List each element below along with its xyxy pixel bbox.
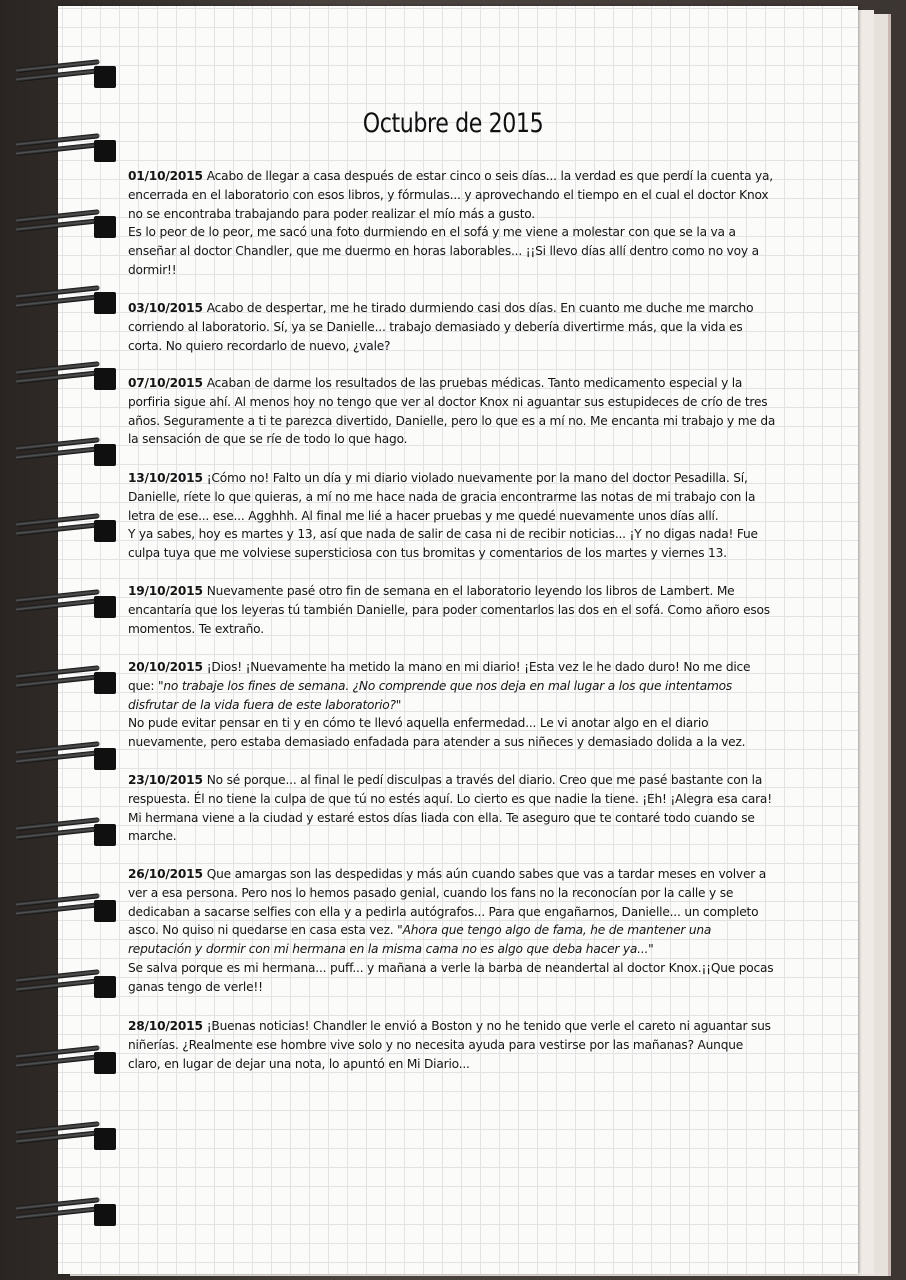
spiral-ring xyxy=(16,440,104,470)
entry-text: Acabo de despertar, me he tirado durmiendo casi dos días. En cuanto me duche me marcho corriendo al laboratorio. Sí, ya se Danielle... trabajo demasiado y debería divertirme más, que la vida es corta. No quiero recordarlo de nuevo, ¿vale? xyxy=(128,301,754,353)
entry-date: 07/10/2015 xyxy=(128,376,203,390)
entry-quote: "no trabaje los fines de semana. ¿No comprende que nos deja en mal lugar a los que intentamos disfrutar de la vida fuera de este laboratorio?" xyxy=(128,678,733,712)
spiral-ring xyxy=(16,592,104,622)
entry-date: 01/10/2015 xyxy=(128,169,203,183)
spiral-ring xyxy=(16,1200,104,1230)
entry-quote: "Ahora que tengo algo de fama, he de mantener una reputación y dormir con mi hermana en la misma cama no es algo que deba hacer ya..." xyxy=(128,923,712,957)
entry-paragraph xyxy=(128,771,778,846)
entry-paragraph xyxy=(128,1017,778,1073)
diary-entry xyxy=(128,771,778,846)
entry-date: 26/10/2015 xyxy=(128,867,203,881)
entry-paragraph: Y ya sabes, hoy es martes y 13, así que nada de salir de casa ni de recibir noticias... ¡Y no digas nada! Fue culpa tuya que me volviese supersticiosa con tus bromitas y comentarios de los martes y viernes 13. xyxy=(128,527,758,561)
entry-text: Que amargas son las despedidas y más aún cuando sabes que vas a tardar meses en volver a ver a esa persona. Pero nos lo hemos pasado genial, cuando los fans no la reconocían por la calle y se dedicaban a sacarse selfies con ella y a pedirla autógrafos... Para que engañarnos, Danielle... un completo asco. No quiso ni quedarse en casa esta vez. xyxy=(128,867,766,938)
spiral-ring xyxy=(16,288,104,318)
entry-date: 13/10/2015 xyxy=(128,471,203,485)
entry-text: ¡Buenas noticias! Chandler le envió a Boston y no he tenido que verle el careto ni aguantar sus niñerías. ¿Realmente ese hombre vive solo y no necesita ayuda para vestirse por las mañanas? Aunque claro, en lugar de dejar una nota, lo apuntó en Mi Diario... xyxy=(128,1019,771,1071)
spiral-binding xyxy=(0,0,110,1280)
spiral-ring xyxy=(16,972,104,1002)
spiral-ring xyxy=(16,136,104,166)
entry-text: Nuevamente pasé otro fin de semana en el laboratorio leyendo los libros de Lambert. Me encantaría que los leyeras tú también Danielle, para poder comentarlos las dos en el sofá. Como añoro esos momentos. Te extraño. xyxy=(128,584,770,636)
spiral-ring xyxy=(16,364,104,394)
entry-paragraph xyxy=(128,865,778,959)
entry-date: 19/10/2015 xyxy=(128,584,203,598)
diary-entry xyxy=(128,582,778,638)
entry-date: 03/10/2015 xyxy=(128,301,203,315)
entry-paragraph xyxy=(128,582,778,638)
diary-entry xyxy=(128,374,778,449)
entry-paragraph xyxy=(128,374,778,449)
spiral-ring xyxy=(16,1048,104,1078)
spiral-ring xyxy=(16,516,104,546)
spiral-ring xyxy=(16,62,104,92)
entry-paragraph xyxy=(128,167,778,223)
spiral-ring xyxy=(16,896,104,926)
entry-paragraph: No pude evitar pensar en ti y en cómo te llevó aquella enfermedad... Le vi anotar algo en el diario nuevamente, pero estaba demasiado enfadada para atender a sus niñeces y demasiado dolida a la vez. xyxy=(128,716,746,750)
spiral-ring xyxy=(16,1124,104,1154)
entry-paragraph xyxy=(128,658,778,714)
diary-entry xyxy=(128,469,778,563)
entry-paragraph xyxy=(128,469,778,525)
spiral-ring xyxy=(16,668,104,698)
diary-entry xyxy=(128,658,778,752)
spiral-ring xyxy=(16,744,104,774)
entry-text: No sé porque... al final le pedí disculpas a través del diario. Creo que me pasé bastante con la respuesta. Él no tiene la culpa de que tú no estés aquí. Lo cierto es que nadie la tiene. ¡Eh! ¡Alegra esa cara! Mi hermana viene a la ciudad y estaré estos días liada con ella. Te aseguro que te contaré todo cuando se marche. xyxy=(128,773,772,844)
entry-date: 28/10/2015 xyxy=(128,1019,203,1033)
entry-date: 23/10/2015 xyxy=(128,773,203,787)
diary-entry xyxy=(128,167,778,280)
entry-text: ¡Cómo no! Falto un día y mi diario violado nuevamente por la mano del doctor Pesadilla. Sí, Danielle, ríete lo que quieras, a mí no me hace nada de gracia encontrarme las notas de mi trabajo con la letra de ese... ese... Agghhh. Al final me lié a hacer pruebas y me quedé nuevamente unos días allí. xyxy=(128,471,756,523)
entry-text: ¡Dios! ¡Nuevamente ha metido la mano en mi diario! ¡Esta vez le he dado duro! No me dice que: xyxy=(128,660,751,693)
entry-text: Acaban de darme los resultados de las pruebas médicas. Tanto medicamento especial y la porfiria sigue ahí. Al menos hoy no tengo que ver al doctor Knox ni aguantar sus estupideces de crío de tres años. Seguramente a ti te parezca divertido, Danielle, pero lo que es a mí no. Me encanta mi trabajo y me da la sensación de que se ríe de todo lo que hago. xyxy=(128,376,776,447)
spiral-ring xyxy=(16,820,104,850)
diary-entry xyxy=(128,865,778,997)
entry-paragraph: Se salva porque es mi hermana... puff... y mañana a verle la barba de neandertal al doctor Knox.¡¡Que pocas ganas tengo de verle!! xyxy=(128,960,774,994)
spiral-ring xyxy=(16,212,104,242)
entry-paragraph xyxy=(128,299,778,355)
entry-text: Acabo de llegar a casa después de estar cinco o seis días... la verdad es que perdí la cuenta ya, encerrada en el laboratorio con esos libros, y fórmulas... y aprovechando el tiempo en el cual el doctor Knox no se encontraba trabajando para poder realizar el mío más a gusto. xyxy=(128,169,773,221)
entry-date: 20/10/2015 xyxy=(128,660,203,674)
page-title: Octubre de 2015 xyxy=(362,108,544,139)
diary-entry xyxy=(128,1017,778,1073)
entry-paragraph: Es lo peor de lo peor, me sacó una foto durmiendo en el sofá y me viene a molestar con que se la va a enseñar al doctor Chandler, que me duermo en horas laborables... ¡¡Si llevo días allí dentro como no voy a dormir!! xyxy=(128,225,759,277)
diary-entry xyxy=(128,299,778,355)
